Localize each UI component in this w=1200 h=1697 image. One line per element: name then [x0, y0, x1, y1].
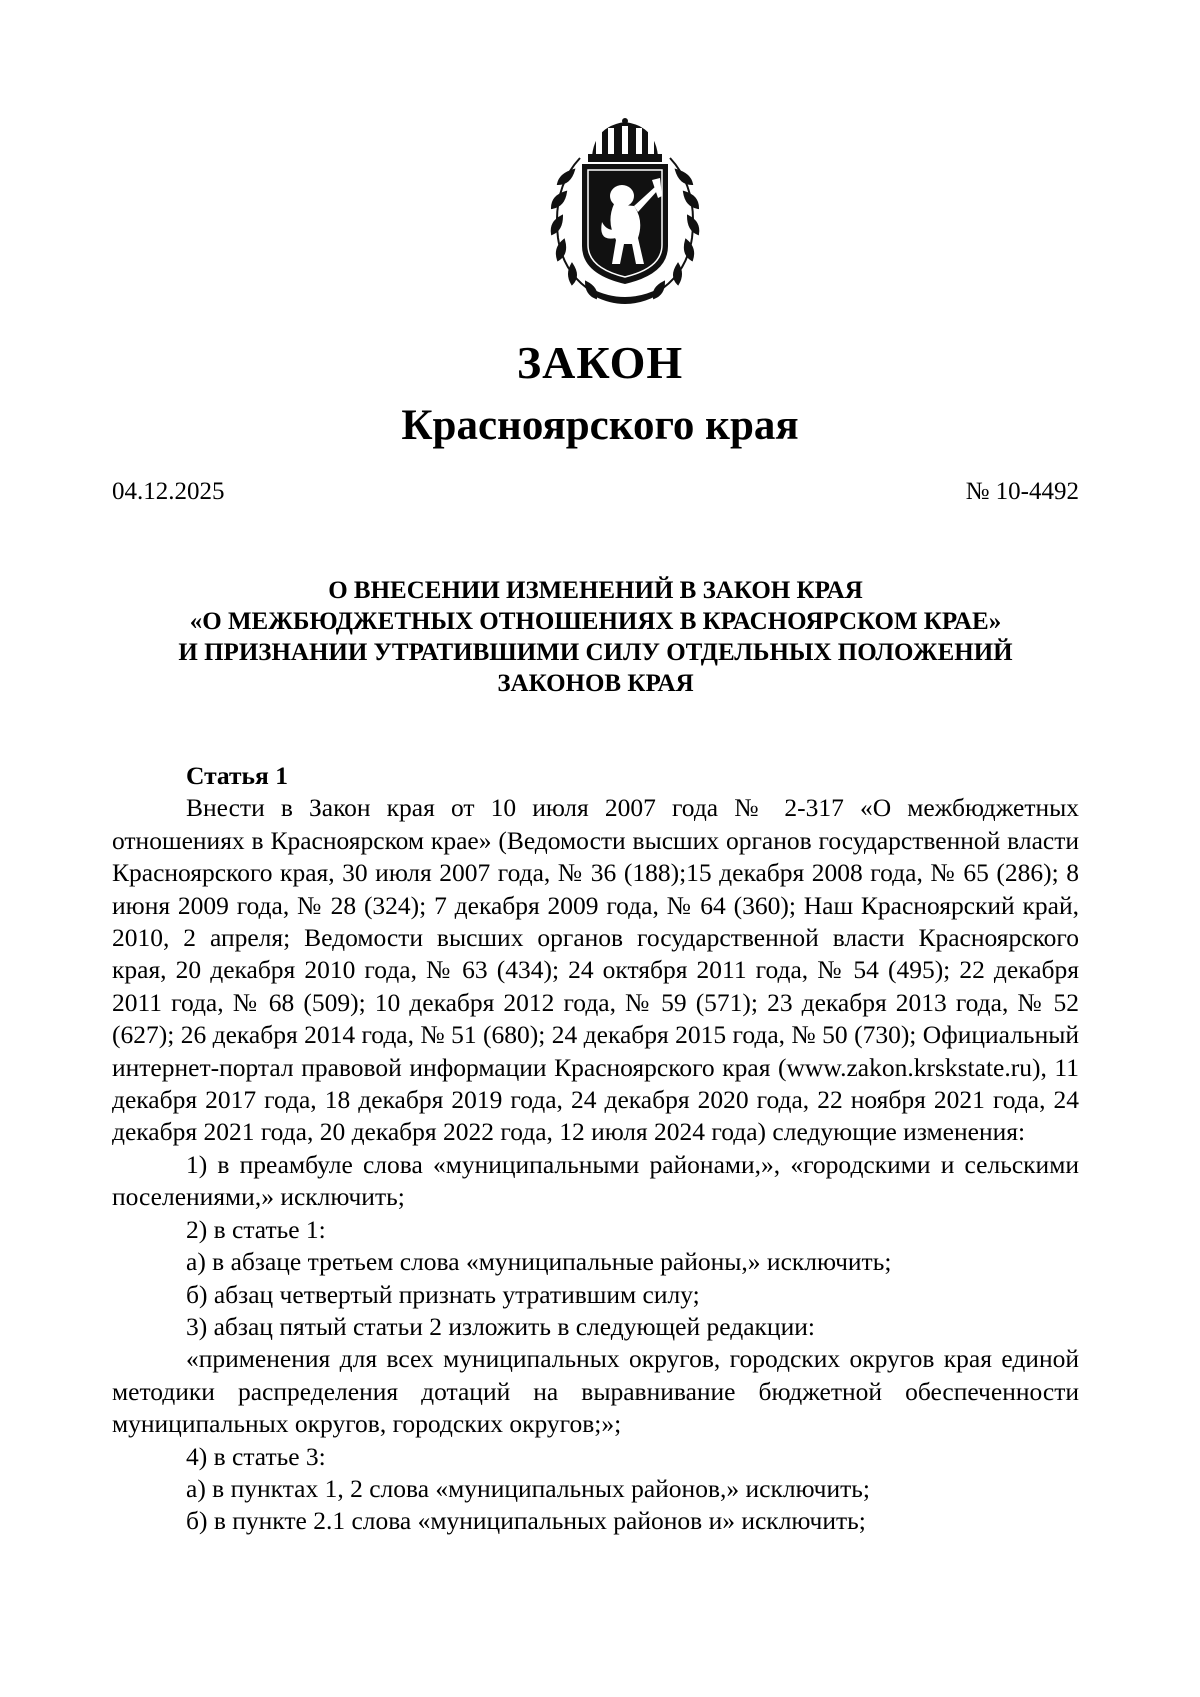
- title-line: И ПРИЗНАНИИ УТРАТИВШИМИ СИЛУ ОТДЕЛЬНЫХ ПОЛОЖЕНИЙ: [178, 639, 1013, 666]
- item-4a-paragraph: а) в пунктах 1, 2 слова «муниципальных районов,» исключить;: [186, 1473, 870, 1503]
- title-line: «О МЕЖБЮДЖЕТНЫХ ОТНОШЕНИЯХ В КРАСНОЯРСКОМ КРАЕ»: [189, 608, 1002, 635]
- ribbon-icon: [590, 288, 660, 304]
- item-3-paragraph: 3) абзац пятый статьи 2 изложить в следующей редакции:: [186, 1311, 815, 1341]
- item-2-paragraph: 2) в статье 1:: [186, 1214, 326, 1244]
- article-body: [112, 760, 1079, 1538]
- law-number: № 10-4492: [965, 478, 1079, 505]
- item-4b-paragraph: б) в пункте 2.1 слова «муниципальных районов и» исключить;: [186, 1506, 866, 1536]
- region-heading: Красноярского края: [401, 402, 799, 449]
- law-date: 04.12.2025: [112, 478, 225, 505]
- item-4-paragraph: 4) в статье 3:: [186, 1441, 326, 1471]
- item-1-paragraph: 1) в преамбуле слова «муниципальными районами,», «городскими и сельскими поселениями,» исключить;: [112, 1149, 1079, 1212]
- title-line: О ВНЕСЕНИИ ИЗМЕНЕНИЙ В ЗАКОН КРАЯ: [328, 577, 863, 604]
- article-heading: Статья 1: [186, 761, 288, 790]
- law-heading: ЗАКОН: [516, 337, 684, 388]
- item-2a-paragraph: а) в абзаце третьем слова «муниципальные районы,» исключить;: [186, 1247, 892, 1277]
- item-3-quote-paragraph: «применения для всех муниципальных округов, городских округов края единой методики распределения дотаций на выравнивание бюджетной обеспеченности муниципальных округов, городских округов;»;: [112, 1344, 1079, 1439]
- coat-of-arms-emblem: [540, 118, 710, 308]
- item-2b-paragraph: б) абзац четвертый признать утратившим силу;: [186, 1279, 700, 1309]
- crown-icon: [588, 118, 662, 162]
- article-intro-paragraph: Внести в Закон края от 10 июля 2007 года № 2-317 «О межбюджетных отношениях в Красноярском крае» (Ведомости высших органов государственной власти Красноярского края, 30 июля 2007 года, № 36 (188);15 декабря 2008 года, № 65 (286); 8 июня 2009 года, № 28 (324); 7 декабря 2009 года, № 64 (360); Наш Красноярский край, 2010, 2 апреля; Ведомости высших органов государственной власти Красноярского края, 20 декабря 2010 года, № 63 (434); 24 октября 2011 года, № 54 (495); 22 декабря 2011 года, № 68 (509); 10 декабря 2012 года, № 59 (571); 23 декабря 2013 года, № 52 (627); 26 декабря 2014 года, № 51 (680); 24 декабря 2015 года, № 50 (730); Официальный интернет-портал правовой информации Красноярского края (www.zakon.krskstate.ru), 11 декабря 2017 года, 18 декабря 2019 года, 24 декабря 2020 года, 22 ноября 2021 года, 24 декабря 2021 года, 20 декабря 2022 года, 12 июля 2024 года) следующие изменения:: [112, 793, 1079, 1147]
- title-line: ЗАКОНОВ КРАЯ: [497, 670, 694, 697]
- law-title: [112, 575, 1079, 699]
